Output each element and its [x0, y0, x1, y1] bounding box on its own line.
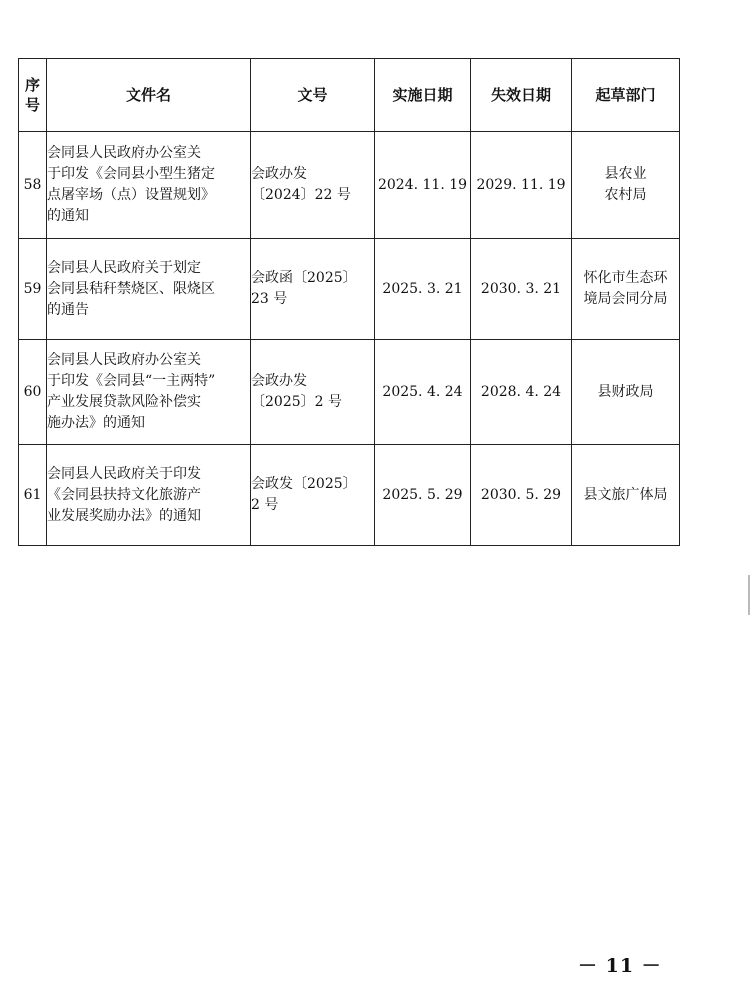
regulation-table: [18, 58, 680, 546]
cell-dept: [572, 132, 680, 239]
name-line: 会同县人民政府关于印发: [47, 465, 201, 482]
cell-end-date: 2029. 11. 19: [471, 132, 572, 239]
cell-end-date: 2030. 3. 21: [471, 239, 572, 340]
cell-name: [47, 445, 251, 546]
cell-end-date: 2028. 4. 24: [471, 340, 572, 445]
name-line: 施办法》的通知: [47, 415, 145, 431]
number-line: 23 号: [251, 291, 288, 307]
name-line: 会同县人民政府办公室关: [47, 145, 201, 161]
number-line: 会政发〔2025〕: [251, 476, 357, 492]
cell-name: [47, 239, 251, 340]
header-name: 文件名: [47, 59, 251, 132]
number-line: 会政办发: [251, 166, 307, 182]
number-line: 〔2024〕22 号: [251, 187, 351, 203]
cell-dept: [572, 239, 680, 340]
dept-line: 怀化市生态环: [583, 270, 668, 286]
header-seq-line-2: 号: [24, 96, 40, 114]
cell-number: [251, 340, 375, 445]
table-row: [19, 340, 680, 445]
cell-start-date: 2025. 3. 21: [375, 239, 471, 340]
number-line: 〔2025〕2 号: [251, 394, 342, 410]
header-start-date: 实施日期: [375, 59, 471, 132]
header-number: 文号: [251, 59, 375, 132]
name-line: 于印发《会同县“一主两特”: [47, 373, 216, 389]
cell-seq: 59: [19, 239, 47, 340]
dept-line: 农村局: [604, 187, 647, 203]
name-line: 会同县秸秆禁烧区、限烧区: [47, 280, 215, 297]
cell-name: [47, 132, 251, 239]
cell-end-date: 2030. 5. 29: [471, 445, 572, 546]
cell-name: [47, 340, 251, 445]
name-line: 《会同县扶持文化旅游产: [47, 486, 201, 503]
page-number: － 11 －: [578, 955, 662, 977]
name-line: 于印发《会同县小型生猪定: [47, 166, 215, 182]
cell-number: [251, 445, 375, 546]
number-line: 会政函〔2025〕: [251, 270, 357, 286]
cell-start-date: 2025. 5. 29: [375, 445, 471, 546]
header-dept: 起草部门: [572, 59, 680, 132]
name-line: 会同县人民政府关于划定: [47, 259, 201, 276]
name-line: 点屠宰场（点）设置规划》: [47, 187, 215, 203]
header-end-date: 失效日期: [471, 59, 572, 132]
table-header-row: [19, 59, 680, 132]
header-seq: [19, 59, 47, 132]
cell-start-date: 2025. 4. 24: [375, 340, 471, 445]
cell-number: [251, 132, 375, 239]
table-row: [19, 239, 680, 340]
dept-line: 县文旅广体局: [583, 486, 668, 503]
name-line: 的通知: [47, 208, 89, 224]
table-row: [19, 445, 680, 546]
dept-line: 境局会同分局: [583, 291, 668, 307]
cell-seq: 61: [19, 445, 47, 546]
cell-dept: [572, 445, 680, 546]
dept-line: 县财政局: [597, 383, 654, 400]
dept-line: 县农业: [604, 166, 647, 182]
number-line: 2 号: [251, 497, 279, 513]
name-line: 会同县人民政府办公室关: [47, 352, 201, 368]
cell-seq: 58: [19, 132, 47, 239]
cell-seq: 60: [19, 340, 47, 445]
header-seq-line-1: 序: [24, 76, 40, 94]
name-line: 产业发展贷款风险补偿实: [47, 394, 201, 410]
cell-number: [251, 239, 375, 340]
cell-start-date: 2024. 11. 19: [375, 132, 471, 239]
cell-dept: [572, 340, 680, 445]
table-row: [19, 132, 680, 239]
name-line: 的通告: [47, 301, 89, 318]
name-line: 业发展奖励办法》的通知: [47, 507, 201, 524]
number-line: 会政办发: [251, 373, 307, 389]
